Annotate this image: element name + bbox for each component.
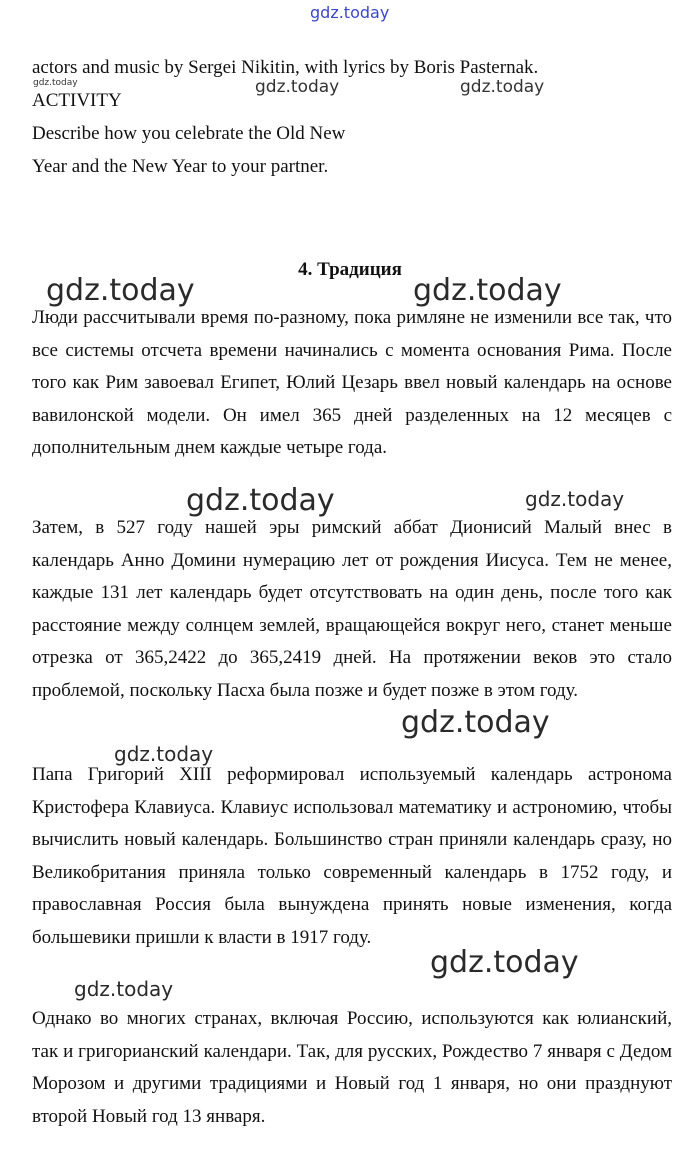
watermark-top: gdz.today: [310, 3, 390, 22]
watermark-heading-left: gdz.today: [46, 273, 195, 308]
english-line: actors and music by Sergei Nikitin, with lyrics by Boris Pasternak.: [32, 57, 539, 78]
paragraph-1: Люди рассчитывали время по-разному, пока римляне не изменили все так, что все системы отсчета времени начинались с момента основания Рима. После того как Рим завоевал Египет, Юлий Цезарь ввел новый календарь на основе вавилонской модели. Он имел 365 дней разделенных на 12 месяцев с дополнительным днем каждые четыре года.: [32, 307, 672, 458]
watermark-p1-center: gdz.today: [186, 483, 335, 518]
watermark-line2-b: gdz.today: [460, 77, 545, 97]
watermark-p3-left: gdz.today: [74, 977, 174, 1001]
watermark-p3-right: gdz.today: [430, 945, 579, 980]
activity-line-2: Year and the New Year to your partner.: [32, 156, 329, 177]
activity-line-1: Describe how you celebrate the Old New: [32, 123, 346, 144]
watermark-p1-right: gdz.today: [525, 487, 625, 511]
watermark-p2-left: gdz.today: [114, 742, 214, 766]
paragraph-3: Папа Григорий XIII реформировал используемый календарь астронома Кристофера Клавиуса. Клавиус использовал математику и астрономию, чтобы вычислить новый календарь. Большинство стран приняли календарь сразу, но Великобритания приняла только современный календарь в 1752 году, и православная Россия была вынуждена принять новые изменения, когда большевики пришли к власти в 1917 году.: [32, 764, 672, 948]
section-heading: 4. Традиция: [298, 259, 402, 280]
watermark-tiny: gdz.today: [33, 78, 78, 88]
watermark-line2-a: gdz.today: [255, 77, 340, 97]
watermark-p2-right: gdz.today: [401, 705, 550, 740]
activity-label: ACTIVITY: [32, 90, 122, 111]
watermark-heading-right: gdz.today: [413, 273, 562, 308]
paragraph-2: Затем, в 527 году нашей эры римский аббат Дионисий Малый внес в календарь Анно Домини нумерацию лет от рождения Иисуса. Тем не менее, каждые 131 лет календарь будет отсутствовать на один день, после того как расстояние между солнцем землей, вращающейся вокруг него, станет меньше отрезка от 365,2422 до 365,2419 дней. На протяжении веков это стало проблемой, поскольку Пасха была позже и будет позже в этом году.: [32, 517, 672, 701]
paragraph-4: Однако во многих странах, включая Россию, используются как юлианский, так и григорианский календари. Так, для русских, Рождество 7 января с Дедом Морозом и другими традициями и Новый год 1 января, но они празднуют второй Новый год 13 января.: [32, 1008, 672, 1127]
